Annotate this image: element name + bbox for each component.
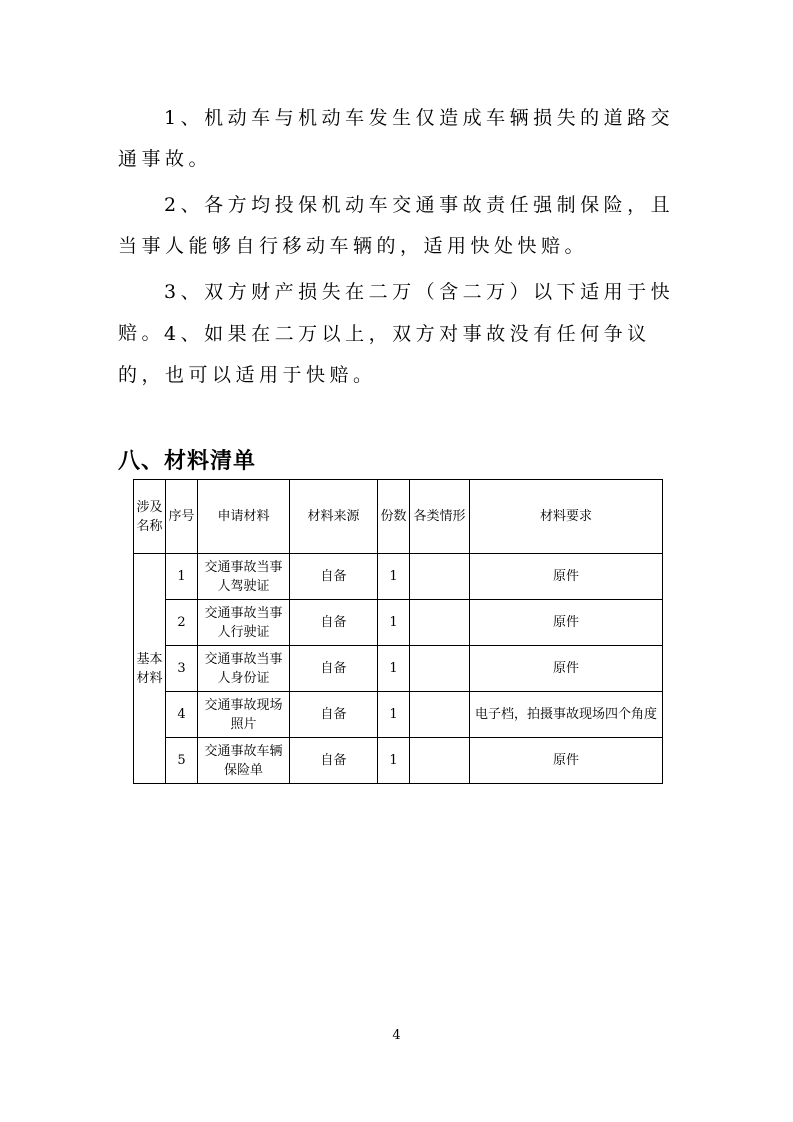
material-situation bbox=[410, 600, 470, 646]
material-count: 1 bbox=[378, 692, 410, 738]
table-row bbox=[134, 738, 663, 784]
header-cell: 材料来源 bbox=[290, 480, 378, 554]
header-cell: 材料要求 bbox=[470, 480, 663, 554]
material-requirement: 原件 bbox=[470, 738, 663, 784]
header-cell: 申请材料 bbox=[198, 480, 290, 554]
materials-table bbox=[133, 479, 663, 784]
table-row bbox=[134, 554, 663, 600]
paragraph-4: 4、如果在二万以上，双方对事故没有任何争议的，也可以适用于快赔。 bbox=[118, 323, 651, 386]
material-name: 交通事故当事人驾驶证 bbox=[198, 554, 290, 600]
material-requirement: 原件 bbox=[470, 600, 663, 646]
material-count: 1 bbox=[378, 646, 410, 692]
table-header-row bbox=[134, 480, 663, 554]
material-count: 1 bbox=[378, 600, 410, 646]
material-name: 交通事故当事人行驶证 bbox=[198, 600, 290, 646]
group-label-cell: 基本材料 bbox=[134, 554, 166, 784]
page-number: 4 bbox=[392, 1028, 401, 1043]
row-number: 5 bbox=[166, 738, 198, 784]
paragraph-2: 2、各方均投保机动车交通事故责任强制保险，且当事人能够自行移动车辆的，适用快处快赔。 bbox=[118, 194, 675, 257]
material-source: 自备 bbox=[290, 600, 378, 646]
paragraph-1: 1、机动车与机动车发生仅造成车辆损失的道路交通事故。 bbox=[118, 107, 675, 170]
material-count: 1 bbox=[378, 738, 410, 784]
header-cell: 各类情形 bbox=[410, 480, 470, 554]
header-cell: 份数 bbox=[378, 480, 410, 554]
material-source: 自备 bbox=[290, 646, 378, 692]
header-cell: 涉及名称 bbox=[134, 480, 166, 554]
row-number: 4 bbox=[166, 692, 198, 738]
table-row bbox=[134, 600, 663, 646]
material-source: 自备 bbox=[290, 554, 378, 600]
section-title: 八、材料清单 bbox=[118, 449, 257, 474]
material-name: 交通事故现场照片 bbox=[198, 692, 290, 738]
material-source: 自备 bbox=[290, 692, 378, 738]
material-requirement: 原件 bbox=[470, 554, 663, 600]
material-situation bbox=[410, 554, 470, 600]
material-name: 交通事故车辆保险单 bbox=[198, 738, 290, 784]
table-row bbox=[134, 692, 663, 738]
material-situation bbox=[410, 738, 470, 784]
header-cell: 序号 bbox=[166, 480, 198, 554]
material-requirement: 电子档，拍摄事故现场四个角度 bbox=[470, 692, 663, 738]
row-number: 1 bbox=[166, 554, 198, 600]
material-name: 交通事故当事人身份证 bbox=[198, 646, 290, 692]
table-row bbox=[134, 646, 663, 692]
material-situation bbox=[410, 646, 470, 692]
row-number: 2 bbox=[166, 600, 198, 646]
material-count: 1 bbox=[378, 554, 410, 600]
material-requirement: 原件 bbox=[470, 646, 663, 692]
material-source: 自备 bbox=[290, 738, 378, 784]
paragraph-3: 3、双方财产损失在二万（含二万）以下适用于快赔。 bbox=[118, 281, 675, 344]
row-number: 3 bbox=[166, 646, 198, 692]
material-situation bbox=[410, 692, 470, 738]
